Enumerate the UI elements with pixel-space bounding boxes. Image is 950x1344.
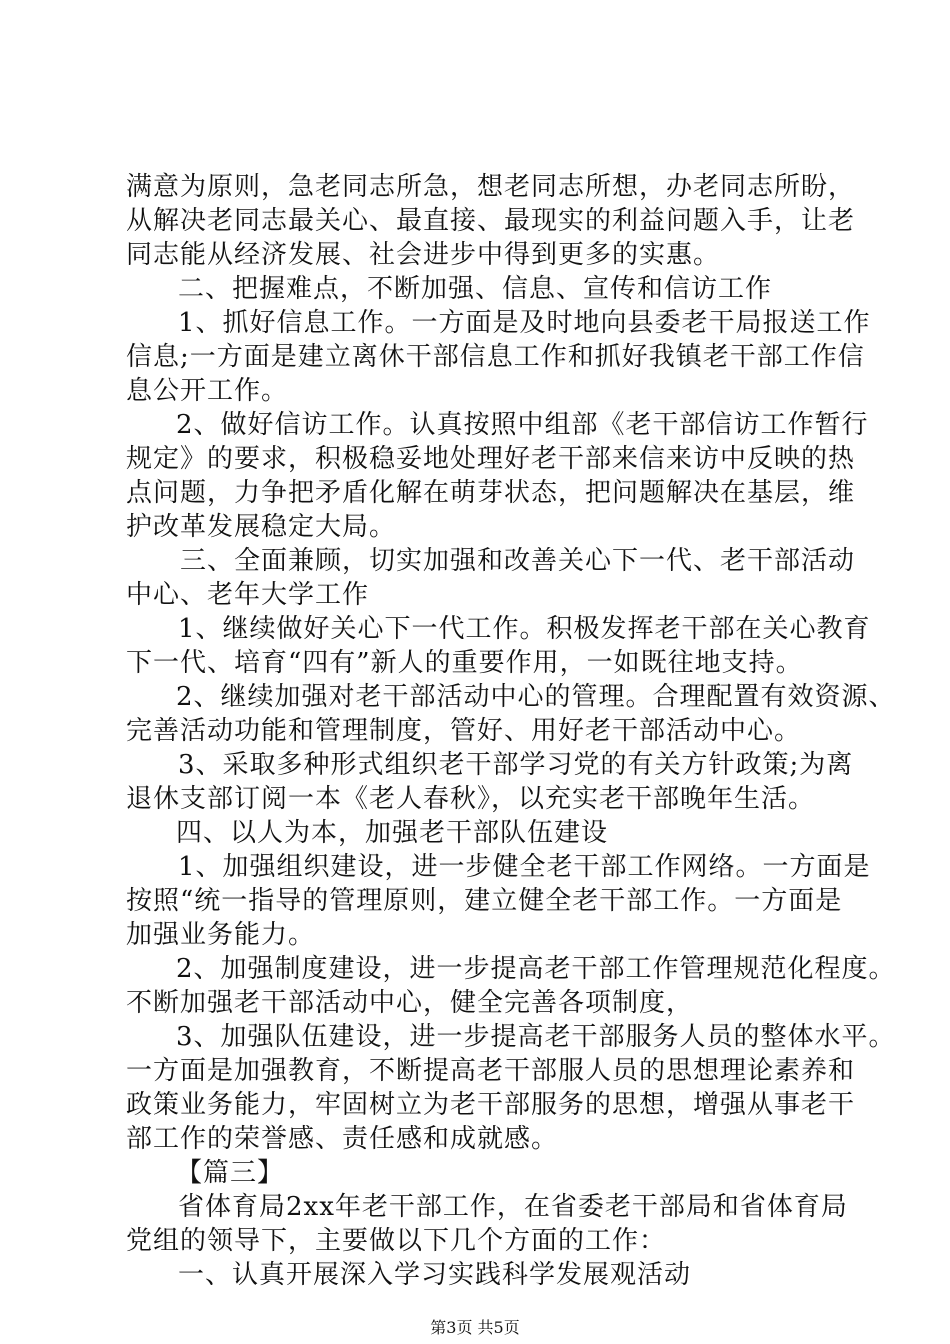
page-footer: 第3页 共5页	[430, 1318, 520, 1337]
body-line: 一方面是加强教育，不断提高老干部服人员的思想理论素养和	[126, 1056, 856, 1086]
body-line: 党组的领导下，主要做以下几个方面的工作：	[126, 1226, 667, 1256]
body-line: 退休支部订阅一本《老人春秋》，以充实老干部晚年生活。	[126, 784, 816, 814]
body-line: 息公开工作。	[126, 376, 289, 406]
section-heading: 一、认真开展深入学习实践科学发展观活动	[178, 1260, 692, 1290]
body-line: 加强业务能力。	[126, 920, 316, 950]
body-line: 部工作的荣誉感、责任感和成就感。	[126, 1124, 559, 1154]
body-line: 护改革发展稳定大局。	[126, 512, 397, 542]
body-line: 1、加强组织建设，进一步健全老干部工作网络。一方面是	[178, 852, 871, 882]
section-heading: 三、全面兼顾，切实加强和改善关心下一代、老干部活动	[180, 546, 856, 576]
section-heading: 中心、老年大学工作	[126, 580, 370, 610]
body-line: 2、做好信访工作。认真按照中组部《老干部信访工作暂行	[176, 410, 869, 440]
body-line: 1、抓好信息工作。一方面是及时地向县委老干局报送工作	[178, 308, 871, 338]
body-line: 完善活动功能和管理制度，管好、用好老干部活动中心。	[126, 716, 802, 746]
chapter-heading: 【篇三】	[176, 1158, 285, 1188]
body-line: 信息;一方面是建立离休干部信息工作和抓好我镇老干部工作信	[126, 342, 865, 372]
body-line: 规定》的要求，积极稳妥地处理好老干部来信来访中反映的热	[126, 444, 856, 474]
body-line: 满意为原则，急老同志所急，想老同志所想，办老同志所盼，	[126, 172, 856, 202]
body-line: 3、加强队伍建设，进一步提高老干部服务人员的整体水平。	[176, 1022, 896, 1052]
body-line: 1、继续做好关心下一代工作。积极发挥老干部在关心教育	[178, 614, 871, 644]
body-line: 下一代、培育“四有”新人的重要作用，一如既往地支持。	[126, 648, 803, 678]
body-line: 2、继续加强对老干部活动中心的管理。合理配置有效资源、	[176, 682, 896, 712]
body-line: 点问题，力争把矛盾化解在萌芽状态，把问题解决在基层，维	[126, 478, 856, 508]
body-line: 2、加强制度建设，进一步提高老干部工作管理规范化程度。	[176, 954, 896, 984]
body-line: 同志能从经济发展、社会进步中得到更多的实惠。	[126, 240, 721, 270]
body-line: 3、采取多种形式组织老干部学习党的有关方针政策;为离	[178, 750, 854, 780]
section-heading: 四、以人为本，加强老干部队伍建设	[176, 818, 609, 848]
body-line: 从解决老同志最关心、最直接、最现实的利益问题入手，让老	[126, 206, 856, 236]
body-line: 政策业务能力，牢固树立为老干部服务的思想，增强从事老干	[126, 1090, 856, 1120]
body-line: 不断加强老干部活动中心，健全完善各项制度，	[126, 988, 694, 1018]
body-line: 省体育局2xx年老干部工作，在省委老干部局和省体育局	[178, 1192, 848, 1222]
body-line: 按照“统一指导的管理原则，建立健全老干部工作。一方面是	[126, 886, 843, 916]
section-heading: 二、把握难点，不断加强、信息、宣传和信访工作	[178, 274, 773, 304]
